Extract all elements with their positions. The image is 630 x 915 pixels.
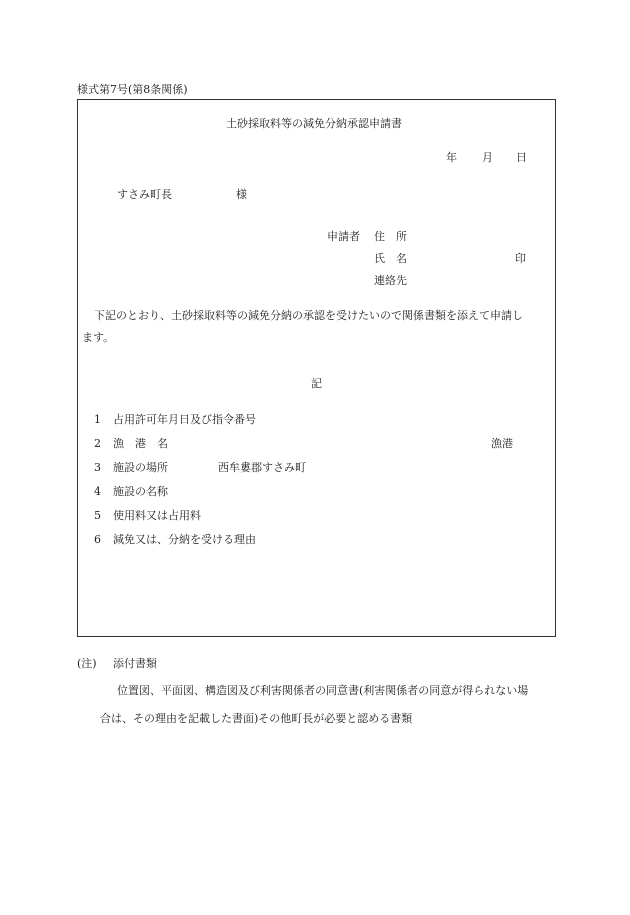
applicant-label: 申請者 bbox=[327, 230, 360, 243]
item-label: 使用料又は占用料 bbox=[113, 509, 201, 522]
ki-heading: 記 bbox=[311, 377, 322, 390]
date-month-label: 月 bbox=[482, 151, 493, 164]
addressee-name: すさみ町長 bbox=[117, 188, 172, 201]
item-number: 1 bbox=[94, 413, 101, 426]
item-value: 漁港 bbox=[491, 437, 513, 450]
form-number-label: 様式第7号(第8条関係) bbox=[77, 83, 188, 96]
applicant-address-label: 住 所 bbox=[374, 230, 407, 243]
seal-mark: 印 bbox=[515, 252, 526, 265]
item-label: 施設の名称 bbox=[113, 485, 168, 498]
item-number: 3 bbox=[94, 461, 101, 474]
item-label: 施設の場所 bbox=[113, 461, 168, 474]
item-label: 減免又は、分納を受ける理由 bbox=[113, 533, 256, 546]
request-text-line-2: ます。 bbox=[82, 331, 115, 344]
document-title: 土砂採取料等の減免分納承認申請書 bbox=[226, 117, 402, 130]
request-text-line-1: 下記のとおり、土砂採取料等の減免分納の承認を受けたいので関係書類を添えて申請し bbox=[94, 309, 523, 322]
date-day-label: 日 bbox=[516, 151, 527, 164]
note-text-line-2: 合は、その理由を記載した書面)その他町長が必要と認める書類 bbox=[100, 712, 413, 725]
item-number: 4 bbox=[94, 485, 101, 498]
item-number: 6 bbox=[94, 533, 101, 546]
item-value: 西牟婁郡すさみ町 bbox=[218, 461, 306, 474]
note-text-line-1: 位置図、平面図、構造図及び利害関係者の同意書(利害関係者の同意が得られない場 bbox=[117, 684, 529, 697]
application-form-frame bbox=[77, 99, 556, 637]
item-label: 占用許可年月日及び指令番号 bbox=[113, 413, 256, 426]
item-label: 漁 港 名 bbox=[113, 437, 168, 450]
note-marker: (注) bbox=[77, 657, 97, 670]
date-year-label: 年 bbox=[446, 151, 457, 164]
note-heading: 添付書類 bbox=[113, 657, 157, 670]
applicant-contact-label: 連絡先 bbox=[374, 274, 407, 287]
item-number: 2 bbox=[94, 437, 101, 450]
addressee-honorific: 様 bbox=[236, 188, 247, 201]
applicant-name-label: 氏 名 bbox=[374, 252, 407, 265]
item-number: 5 bbox=[94, 509, 101, 522]
